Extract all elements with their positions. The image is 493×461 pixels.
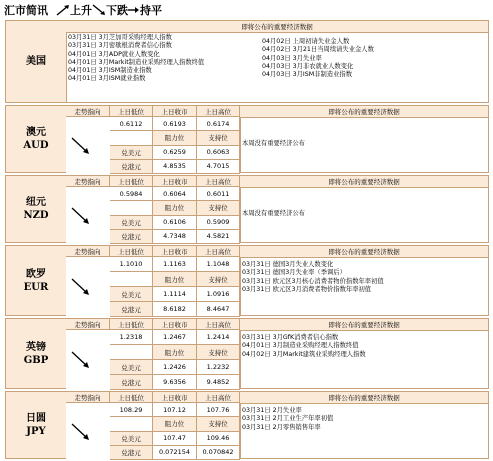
event-item: 03月31日 3月密歇根消费者信心指数 xyxy=(68,42,172,50)
event-item xyxy=(68,84,204,92)
trend-cell xyxy=(66,330,111,390)
currency-section-eur xyxy=(5,245,489,316)
events-list xyxy=(240,403,488,458)
usd-support: 0.6063 xyxy=(197,146,240,160)
rates-table xyxy=(66,319,241,388)
events-title: 即将公布的重要经济数据 xyxy=(328,248,400,256)
support-header: 支持位 xyxy=(197,131,240,145)
legend-flat-label: 持平 xyxy=(140,4,162,17)
support-header: 支持位 xyxy=(197,417,240,431)
hkd-label: 兑港元 xyxy=(110,302,153,317)
country-label xyxy=(6,319,67,388)
yesterday-high: 1.2414 xyxy=(197,330,240,345)
hkd-support: 9.4852 xyxy=(197,375,240,390)
event-item: 04月02日 3月Markit建筑业采购经理人指数 xyxy=(242,350,366,358)
yesterday-close: 0.6193 xyxy=(153,117,197,131)
event-item: 本周没有重要经济公布 xyxy=(242,140,305,148)
close-header: 上日收市 xyxy=(153,319,197,330)
events-title: 即将公布的重要经济数据 xyxy=(328,321,400,329)
yesterday-high: 107.76 xyxy=(197,403,240,417)
hkd-resistance: 4.7348 xyxy=(153,230,197,244)
us-events-right xyxy=(262,38,374,79)
close-header: 上日收市 xyxy=(153,246,197,257)
trend-header: 走势指向 xyxy=(66,392,110,403)
yesterday-high: 1.1048 xyxy=(197,257,240,272)
hkd-support: 8.4647 xyxy=(197,302,240,317)
usd-support: 1.2232 xyxy=(197,360,240,375)
support-header: 支持位 xyxy=(197,345,240,360)
low-header: 上日低位 xyxy=(110,176,153,187)
event-item: 03月31日 2月失业率 xyxy=(242,407,302,414)
event-item: 03月31日 德国3月失业人数变化 xyxy=(242,261,334,268)
hkd-support: 4.5821 xyxy=(197,230,240,244)
yesterday-close: 1.1163 xyxy=(153,257,197,272)
down-arrow-icon xyxy=(70,350,92,370)
event-item: 04月01日 3月ISM就业指数 xyxy=(68,75,146,83)
rates-table xyxy=(66,106,241,172)
usd-resistance: 107.47 xyxy=(153,432,197,446)
blank-cell xyxy=(110,417,153,431)
country-label xyxy=(6,246,67,315)
events-title: 即将公布的重要经济数据 xyxy=(328,108,400,116)
page-title: 汇市简讯 xyxy=(4,4,48,17)
events-list xyxy=(240,257,488,315)
country-name-cn: 欧罗 xyxy=(26,268,46,280)
event-item: 04月02日 3月21日当周续请失业金人数 xyxy=(262,46,374,54)
right-arrow-icon xyxy=(128,4,140,16)
country-name-cn: 英镑 xyxy=(26,341,46,353)
currency-section-jpy xyxy=(5,391,489,459)
event-item: 04月01日 3月制造业采购经理人指数终值 xyxy=(242,342,359,350)
hkd-resistance: 8.6182 xyxy=(153,302,197,317)
hkd-resistance: 0.072154 xyxy=(153,446,197,460)
down-arrow-icon xyxy=(70,206,92,226)
country-name-cn: 日圆 xyxy=(26,413,46,424)
event-item: 03月31日 德国3月失业率（季调后） xyxy=(242,269,346,277)
country-label xyxy=(6,176,67,242)
resistance-header: 阻力位 xyxy=(153,201,197,215)
high-header: 上日高位 xyxy=(197,319,240,330)
rates-table xyxy=(66,392,241,458)
yesterday-close: 107.12 xyxy=(153,403,197,417)
low-header: 上日低位 xyxy=(110,106,153,117)
yesterday-low: 0.5984 xyxy=(110,187,153,201)
yesterday-close: 0.6064 xyxy=(153,187,197,201)
high-header: 上日高位 xyxy=(197,106,240,117)
event-item: 03月31日 3月芝加哥采购经理人指数 xyxy=(68,34,172,41)
down-arrow-icon xyxy=(70,136,92,156)
usd-label: 兑美元 xyxy=(110,216,153,230)
usd-resistance: 1.1114 xyxy=(153,287,197,302)
down-arrow-icon xyxy=(70,422,92,442)
page-header xyxy=(4,1,162,19)
blank-cell xyxy=(110,272,153,287)
yesterday-high: 0.6011 xyxy=(197,187,240,201)
trend-cell xyxy=(66,257,111,317)
event-item: 04月01日 3月Markit制造业采购经理人指数终值 xyxy=(68,58,205,66)
blank-cell xyxy=(110,201,153,215)
resistance-header: 阻力位 xyxy=(153,272,197,287)
event-item: 03月31日 3月GfK消费者信心指数 xyxy=(242,334,339,341)
country-name-cn: 美国 xyxy=(26,56,46,67)
usd-label: 兑美元 xyxy=(110,432,153,446)
close-header: 上日收市 xyxy=(153,106,197,117)
event-item: 03月31日 欧元区3月核心消费者物价指数年率初值 xyxy=(242,277,384,285)
usd-resistance: 0.6106 xyxy=(153,216,197,230)
usd-label: 兑美元 xyxy=(110,287,153,302)
usd-label: 兑美元 xyxy=(110,360,153,375)
yesterday-low: 0.6112 xyxy=(110,117,153,131)
us-section xyxy=(5,20,489,103)
trend-header: 走势指向 xyxy=(66,246,110,257)
event-item: 本周没有重要经济公布 xyxy=(242,210,305,218)
events-title: 即将公布的重要经济数据 xyxy=(241,23,313,31)
trend-legend xyxy=(56,2,162,18)
legend-down-label: 下跌 xyxy=(106,4,128,17)
currency-section-aud xyxy=(5,105,489,173)
usd-resistance: 0.6259 xyxy=(153,146,197,160)
hkd-resistance: 4.8535 xyxy=(153,160,197,174)
events-list xyxy=(240,330,488,388)
hkd-label: 兑港元 xyxy=(110,375,153,390)
up-arrow-icon xyxy=(56,4,70,16)
yesterday-low: 108.29 xyxy=(110,403,153,417)
country-name-cn: 纽元 xyxy=(26,197,46,208)
event-item: 04月02日 上周初请失业金人数 xyxy=(262,38,350,45)
usd-label: 兑美元 xyxy=(110,146,153,160)
yesterday-high: 0.6174 xyxy=(197,117,240,131)
usd-resistance: 1.2426 xyxy=(153,360,197,375)
trend-cell xyxy=(66,117,111,174)
events-list xyxy=(240,187,488,242)
legend-up-label: 上升 xyxy=(70,4,92,17)
hkd-support: 4.7015 xyxy=(197,160,240,174)
event-item: 03月31日 2月零售销售年率 xyxy=(242,423,321,431)
down-arrow-icon xyxy=(70,277,92,297)
currency-section-gbp xyxy=(5,318,489,389)
rates-table xyxy=(66,246,241,315)
event-item: 04月01日 3月ISM制造业指数 xyxy=(68,67,152,75)
low-header: 上日低位 xyxy=(110,392,153,403)
event-item: 04月03日 3月失业率 xyxy=(262,54,322,62)
event-item: 04月03日 3月ISM非制造业指数 xyxy=(262,71,352,79)
trend-cell xyxy=(66,187,111,244)
country-label xyxy=(6,21,67,102)
rates-table xyxy=(66,176,241,242)
resistance-header: 阻力位 xyxy=(153,131,197,145)
blank-cell xyxy=(110,345,153,360)
usd-support: 1.0916 xyxy=(197,287,240,302)
country-name-en: NZD xyxy=(23,210,49,221)
events-title-bar xyxy=(66,21,488,33)
resistance-header: 阻力位 xyxy=(153,417,197,431)
country-name-en: EUR xyxy=(23,281,49,293)
country-name-cn: 澳元 xyxy=(26,127,46,138)
down-arrow-icon xyxy=(92,4,106,16)
us-events-left xyxy=(68,34,204,92)
country-name-en: AUD xyxy=(23,140,49,151)
close-header: 上日收市 xyxy=(153,176,197,187)
support-header: 支持位 xyxy=(197,272,240,287)
country-name-en: JPY xyxy=(26,426,46,437)
support-header: 支持位 xyxy=(197,201,240,215)
country-name-en: GBP xyxy=(23,354,49,366)
low-header: 上日低位 xyxy=(110,246,153,257)
event-item: 03月31日 2月工业生产年率初值 xyxy=(242,415,334,423)
country-label xyxy=(6,392,67,458)
currency-section-nzd xyxy=(5,175,489,243)
yesterday-close: 1.2467 xyxy=(153,330,197,345)
blank-cell xyxy=(110,131,153,145)
usd-support: 109.46 xyxy=(197,432,240,446)
events-list xyxy=(240,117,488,172)
events-title: 即将公布的重要经济数据 xyxy=(328,178,400,186)
hkd-label: 兑港元 xyxy=(110,230,153,244)
hkd-label: 兑港元 xyxy=(110,446,153,460)
events-title: 即将公布的重要经济数据 xyxy=(328,394,400,402)
hkd-support: 0.070842 xyxy=(197,446,240,460)
high-header: 上日高位 xyxy=(197,176,240,187)
trend-header: 走势指向 xyxy=(66,106,110,117)
hkd-resistance: 9.6356 xyxy=(153,375,197,390)
trend-cell xyxy=(66,403,111,460)
resistance-header: 阻力位 xyxy=(153,345,197,360)
high-header: 上日高位 xyxy=(197,392,240,403)
usd-support: 0.5909 xyxy=(197,216,240,230)
low-header: 上日低位 xyxy=(110,319,153,330)
country-label xyxy=(6,106,67,172)
yesterday-low: 1.2318 xyxy=(110,330,153,345)
trend-header: 走势指向 xyxy=(66,319,110,330)
event-item: 04月01日 3月ADP就业人数变化 xyxy=(68,50,160,58)
trend-header: 走势指向 xyxy=(66,176,110,187)
event-item: 04月03日 3月非农就业人数变化 xyxy=(262,62,354,70)
high-header: 上日高位 xyxy=(197,246,240,257)
event-item: 03月31日 欧元区3月消费者物价指数年率初值 xyxy=(242,286,372,294)
hkd-label: 兑港元 xyxy=(110,160,153,174)
yesterday-low: 1.1010 xyxy=(110,257,153,272)
close-header: 上日收市 xyxy=(153,392,197,403)
